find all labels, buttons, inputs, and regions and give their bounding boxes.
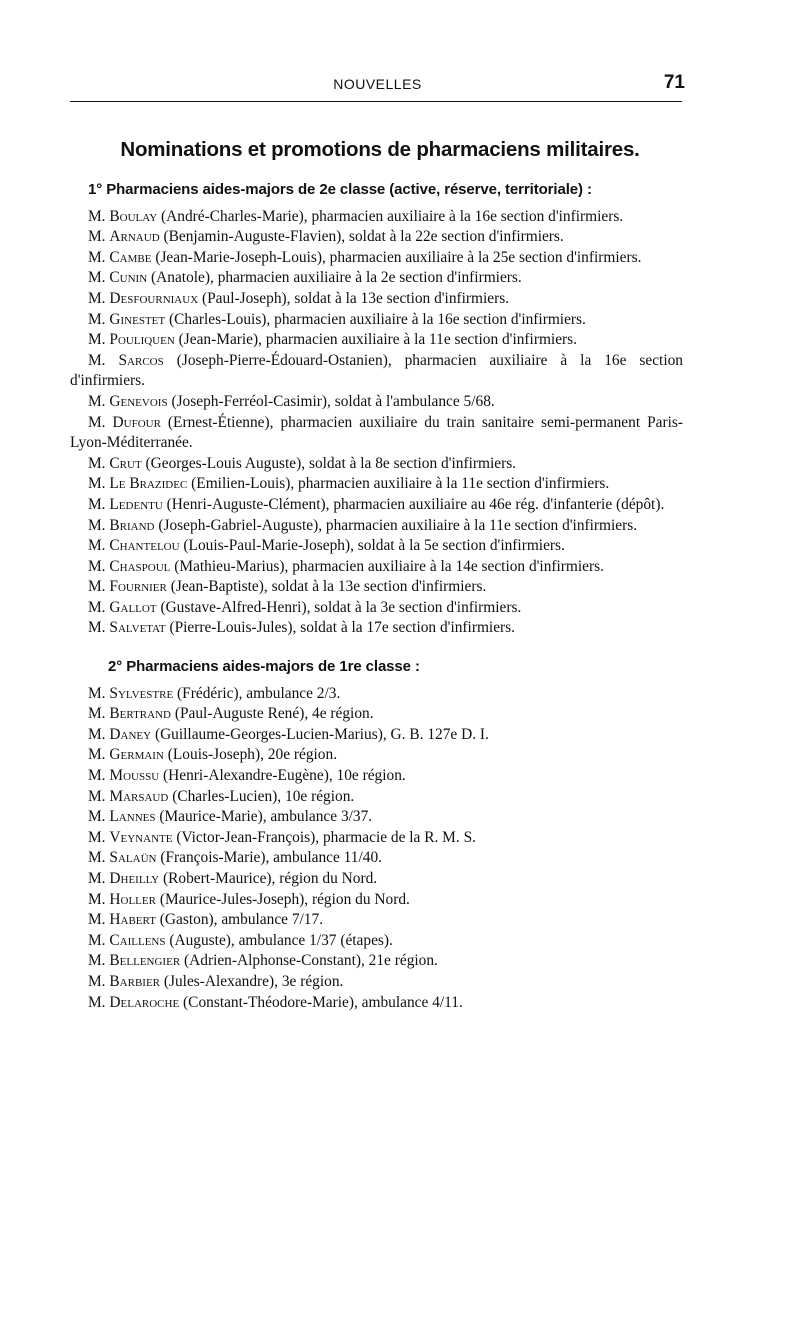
- person-details: (Adrien-Alphonse-Constant), 21e région.: [184, 952, 438, 970]
- honorific: M.: [88, 911, 106, 929]
- person-surname: Ledentu: [109, 495, 163, 513]
- header-rule: [70, 101, 682, 102]
- honorific: M.: [88, 557, 106, 575]
- person-details: (Joseph-Gabriel-Auguste), pharmacien auxiliaire à la 11e section d'infirmiers.: [158, 516, 638, 534]
- person-surname: Cunin: [109, 269, 148, 287]
- person-surname: Caillens: [109, 931, 166, 949]
- person-surname: Gallot: [109, 598, 157, 616]
- honorific: M.: [88, 495, 106, 513]
- page-number: 71: [663, 72, 685, 93]
- list-item: [88, 704, 683, 725]
- list-item: [70, 227, 683, 248]
- honorific: M.: [88, 890, 106, 908]
- person-details: (Louis-Paul-Marie-Joseph), soldat à la 5e section d'infirmiers.: [183, 537, 565, 555]
- list-item: [70, 598, 683, 619]
- list-item: [70, 289, 683, 310]
- honorific: M.: [88, 331, 106, 349]
- honorific: M.: [88, 454, 106, 472]
- person-surname: Salvetat: [109, 619, 166, 637]
- person-details: (Jean-Marie-Joseph-Louis), pharmacien auxiliaire à la 25e section d'infirmiers.: [155, 248, 642, 266]
- person-details: (Gustave-Alfred-Henri), soldat à la 3e section d'infirmiers.: [160, 598, 522, 616]
- running-title: NOUVELLES: [333, 76, 422, 92]
- person-details: (Ernest-Étienne), pharmacien auxiliaire du train sanitaire semi-permanent Paris-Lyon-Méditerranée.: [70, 413, 683, 452]
- person-surname: Pouliquen: [109, 331, 175, 349]
- list-item: [88, 787, 683, 808]
- person-surname: Fournier: [109, 578, 167, 596]
- person-surname: Bellengier: [109, 952, 181, 970]
- page-header: [70, 72, 685, 94]
- list-item: [70, 618, 683, 639]
- nomination-list-2: [88, 684, 683, 1014]
- person-surname: Bertrand: [109, 705, 171, 723]
- list-item: [88, 725, 683, 746]
- honorific: M.: [88, 289, 106, 307]
- list-item: [70, 351, 683, 392]
- person-surname: Veynante: [109, 828, 173, 846]
- honorific: M.: [88, 207, 106, 225]
- person-surname: Dheilly: [109, 870, 160, 887]
- honorific: M.: [88, 808, 106, 826]
- article-title: Nominations et promotions de pharmaciens militaires.: [120, 138, 640, 161]
- honorific: M.: [88, 787, 106, 805]
- honorific: M.: [88, 746, 106, 764]
- list-item: [70, 495, 683, 516]
- honorific: M.: [88, 849, 106, 867]
- person-surname: Barbier: [109, 972, 161, 990]
- person-details: (Frédéric), ambulance 2/3.: [177, 684, 341, 702]
- honorific: M.: [88, 972, 106, 990]
- section-heading-2: 2° Pharmaciens aides-majors de 1re classe :: [108, 658, 420, 676]
- honorific: M.: [88, 828, 106, 846]
- list-item: [88, 848, 683, 869]
- list-item: [88, 931, 683, 952]
- person-surname: Sylvestre: [109, 684, 174, 702]
- person-surname: Crut: [109, 454, 142, 472]
- honorific: M.: [88, 475, 106, 493]
- person-details: (Victor-Jean-François), pharmacie de la R. M. S.: [176, 828, 476, 846]
- honorific: M.: [88, 578, 106, 596]
- person-surname: Sarcos: [118, 351, 164, 369]
- list-item: [88, 869, 683, 890]
- honorific: M.: [88, 931, 106, 949]
- nomination-list-1: [70, 207, 683, 639]
- honorific: M.: [88, 351, 106, 369]
- list-item: [70, 207, 683, 228]
- person-details: (Joseph-Ferréol-Casimir), soldat à l'ambulance 5/68.: [171, 392, 495, 410]
- article-body: [70, 180, 683, 1013]
- list-item: [70, 557, 683, 578]
- list-item: [88, 807, 683, 828]
- list-item: [70, 248, 683, 269]
- list-item: [70, 268, 683, 289]
- person-details: (Maurice-Jules-Joseph), région du Nord.: [159, 890, 410, 908]
- list-item: [70, 330, 683, 351]
- person-surname: Cambe: [109, 248, 152, 266]
- person-details: (Joseph-Pierre-Édouard-Ostanien), pharmacien auxiliaire à la 16e section d'infirmiers.: [70, 351, 683, 390]
- person-surname: Le Brazidec: [109, 475, 188, 493]
- honorific: M.: [88, 516, 106, 534]
- person-details: (Jean-Marie), pharmacien auxiliaire à la 11e section d'infirmiers.: [178, 331, 577, 349]
- person-surname: Desfourniaux: [109, 289, 199, 307]
- list-item: [70, 454, 683, 475]
- person-details: (Emilien-Louis), pharmacien auxiliaire à la 11e section d'infirmiers.: [191, 475, 610, 493]
- person-surname: Daney: [109, 725, 152, 743]
- honorific: M.: [88, 684, 106, 702]
- list-item: [70, 310, 683, 331]
- person-details: (Mathieu-Marius), pharmacien auxiliaire à la 14e section d'infirmiers.: [174, 557, 604, 575]
- list-item: [88, 828, 683, 849]
- honorific: M.: [88, 725, 106, 743]
- honorific: M.: [88, 228, 106, 246]
- list-item: [70, 392, 683, 413]
- list-item: [88, 745, 683, 766]
- person-details: (Guillaume-Georges-Lucien-Marius), G. B. 127e D. I.: [154, 725, 489, 743]
- list-item: [70, 536, 683, 557]
- honorific: M.: [88, 537, 106, 555]
- person-details: (André-Charles-Marie), pharmacien auxiliaire à la 16e section d'infirmiers.: [161, 207, 624, 225]
- person-details: (Charles-Lucien), 10e région.: [172, 787, 355, 805]
- list-item: [88, 972, 683, 993]
- list-item: [70, 516, 683, 537]
- list-item: [88, 993, 683, 1014]
- list-item: [70, 413, 683, 454]
- person-surname: Holler: [109, 890, 156, 908]
- list-item: [70, 474, 683, 495]
- person-details: (Charles-Louis), pharmacien auxiliaire à la 16e section d'infirmiers.: [168, 310, 586, 328]
- person-surname: Salaün: [109, 849, 157, 867]
- list-item: [88, 684, 683, 705]
- list-item: [88, 910, 683, 931]
- person-surname: Germain: [109, 746, 164, 764]
- honorific: M.: [88, 870, 106, 887]
- honorific: M.: [88, 993, 106, 1011]
- person-details: (Anatole), pharmacien auxiliaire à la 2e section d'infirmiers.: [151, 269, 522, 287]
- person-surname: Lannes: [109, 808, 156, 826]
- person-surname: Moussu: [109, 767, 160, 785]
- honorific: M.: [88, 269, 106, 287]
- list-item: [88, 951, 683, 972]
- person-details: (Maurice-Marie), ambulance 3/37.: [159, 808, 373, 826]
- person-surname: Arnaud: [109, 228, 160, 246]
- person-details: (Constant-Théodore-Marie), ambulance 4/11.: [183, 993, 463, 1011]
- person-details: (Henri-Auguste-Clément), pharmacien auxiliaire au 46e rég. d'infanterie (dépôt).: [166, 495, 665, 513]
- person-surname: Boulay: [109, 207, 158, 225]
- person-details: (Robert-Maurice), région du Nord.: [163, 870, 378, 887]
- person-surname: Chantelou: [109, 537, 180, 555]
- person-details: (Louis-Joseph), 20e région.: [167, 746, 338, 764]
- person-surname: Genevois: [109, 392, 168, 410]
- person-surname: Marsaud: [109, 787, 169, 805]
- person-surname: Delaroche: [109, 993, 180, 1011]
- honorific: M.: [88, 619, 106, 637]
- person-details: (Gaston), ambulance 7/17.: [159, 911, 324, 929]
- person-details: (François-Marie), ambulance 11/40.: [160, 849, 382, 867]
- person-surname: Dufour: [112, 413, 161, 431]
- list-item: [88, 766, 683, 787]
- honorific: M.: [88, 767, 106, 785]
- person-details: (Jean-Baptiste), soldat à la 13e section d'infirmiers.: [170, 578, 487, 596]
- honorific: M.: [88, 413, 106, 431]
- person-details: (Jules-Alexandre), 3e région.: [163, 972, 344, 990]
- person-details: (Auguste), ambulance 1/37 (étapes).: [169, 931, 393, 949]
- honorific: M.: [88, 705, 106, 723]
- honorific: M.: [88, 952, 106, 970]
- section-heading-1: 1° Pharmaciens aides-majors de 2e classe (active, réserve, territoriale) :: [88, 181, 592, 198]
- honorific: M.: [88, 392, 106, 410]
- person-details: (Pierre-Louis-Jules), soldat à la 17e section d'infirmiers.: [169, 619, 515, 637]
- honorific: M.: [88, 248, 106, 266]
- honorific: M.: [88, 598, 106, 616]
- person-details: (Paul-Joseph), soldat à la 13e section d'infirmiers.: [202, 289, 510, 307]
- person-surname: Chaspoul: [109, 557, 171, 575]
- person-details: (Henri-Alexandre-Eugène), 10e région.: [163, 767, 406, 785]
- list-item: [70, 577, 683, 598]
- honorific: M.: [88, 310, 106, 328]
- person-details: (Paul-Auguste René), 4e région.: [174, 705, 374, 723]
- person-surname: Habert: [109, 911, 156, 929]
- person-surname: Briand: [109, 516, 155, 534]
- person-surname: Ginestet: [109, 310, 166, 328]
- person-details: (Georges-Louis Auguste), soldat à la 8e section d'infirmiers.: [145, 454, 517, 472]
- person-details: (Benjamin-Auguste-Flavien), soldat à la 22e section d'infirmiers.: [163, 228, 564, 246]
- list-item: [88, 890, 683, 911]
